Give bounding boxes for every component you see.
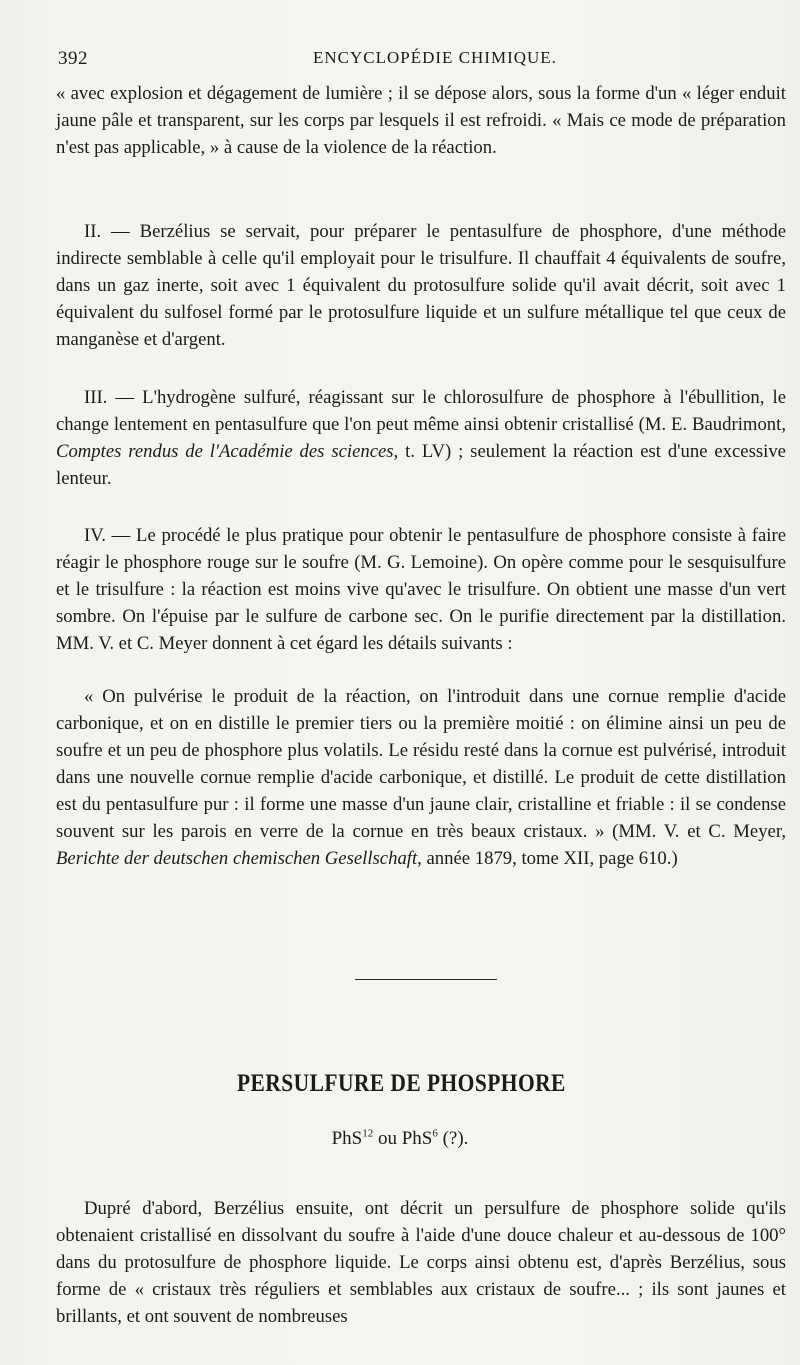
page-number: 392 [58, 48, 88, 69]
paragraph-meyer-quote [56, 683, 786, 872]
paragraph-meyer-quote-end: , année 1879, tome XII, page 610.) [417, 848, 678, 869]
paragraph-method-iii [56, 384, 786, 492]
citation-berichte: Berichte der deutschen chemischen Gesellschaft [56, 848, 418, 869]
paragraph-persulfure-description: Dupré d'abord, Berzélius ensuite, ont décrit un persulfure de phosphore solide qu'ils obtenaient cristallisé en dissolvant du soufre à l'aide d'une douce chaleur et au-dessous de 100° dans du protosulfure de phosphore liquide. Le corps ainsi obtenu est, d'après Berzélius, sous forme de « cristaux très réguliers et semblables aux cristaux de soufre... ; ils sont jaunes et brillants, et ont souvent de nombreuses [56, 1198, 786, 1327]
paragraph-quote-continuation: « avec explosion et dégagement de lumière ; il se dépose alors, sous la forme d'un « léger enduit jaune pâle et transparent, sur les corps par lesquels il est refroidi. « Mais ce mode de préparation n'est pas applicable, » à cause de la violence de la réaction. [56, 83, 786, 158]
formula-joiner: ou [373, 1128, 402, 1149]
formula-b-base: PhS [401, 1128, 433, 1149]
formula-a-base: PhS [331, 1128, 363, 1149]
page-header [58, 44, 778, 72]
running-title: ENCYCLOPÉDIE CHIMIQUE. [313, 48, 557, 67]
paragraph-method-iv: IV. — Le procédé le plus pratique pour obtenir le pentasulfure de phosphore consiste à faire réagir le phosphore rouge sur le soufre (M. G. Lemoine). On opère comme pour le sesquisulfure et le trisulfure : la réaction est moins vive qu'avec le trisulfure. On obtient une masse d'un vert sombre. On l'épuise par le sulfure de carbone sec. On le purifie directement par la distillation. MM. V. et C. Meyer donnent à cet égard les détails suivants : [56, 525, 786, 654]
paragraph-method-iii-text: III. — L'hydrogène sulfuré, réagissant sur le chlorosulfure de phosphore à l'ébullition, le change lentement en pentasulfure que l'on peut même ainsi obtenir cristallisé (M. E. Baudrimont, [56, 387, 786, 435]
formula-tail: (?). [437, 1128, 469, 1149]
paragraph-meyer-quote-text: « On pulvérise le produit de la réaction, on l'introduit dans une cornue remplie d'acide carbonique, et on en distille le premier tiers ou la première moitié : on élimine ainsi un peu de soufre et un peu de phosphore plus volatils. Le résidu resté dans la cornue est pulvérisé, introduit dans une nouvelle cornue remplie d'acide carbonique, et distillé. Le produit de cette distillation est du pentasulfure pur : il forme une masse d'un jaune clair, cristalline et friable : il se condense souvent sur les parois en verre de la cornue en très beaux cristaux. » (MM. V. et C. Meyer, [56, 686, 786, 842]
paragraph-method-ii: II. — Berzélius se servait, pour préparer le pentasulfure de phosphore, d'une méthode indirecte semblable à celle qu'il employait pour le trisulfure. Il chauffait 4 équivalents de soufre, dans un gaz inerte, soit avec 1 équivalent du protosulfure solide qu'il avait décrit, soit avec 1 équivalent du sulfosel formé par le protosulfure liquide et un sulfure métallique tel que ceux de manganèse et d'argent. [56, 221, 786, 350]
paragraph-method-iii-end: , t. LV) ; seulement la réaction est d'une excessive lenteur. [56, 441, 786, 489]
formula-a-superscript: 12 [362, 1127, 374, 1140]
section-formula [0, 1128, 800, 1150]
citation-comptes-rendus: Comptes rendus de l'Académie des sciences [56, 441, 394, 462]
section-divider [355, 979, 497, 980]
section-title: PERSULFURE DE PHOSPHORE [236, 1070, 566, 1097]
formula-b-superscript: 6 [432, 1127, 438, 1140]
